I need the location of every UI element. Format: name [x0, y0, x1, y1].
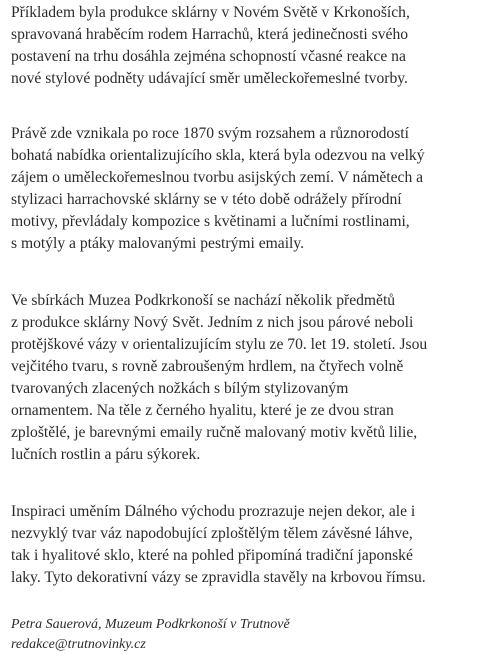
paragraph-line: motivy, převládaly kompozice s květinami a lučními rostlinami,: [11, 213, 410, 230]
paragraph-line: lučních rostlin a páru sýkorek.: [11, 446, 201, 463]
paragraph-3: [11, 290, 489, 466]
paragraph-line: tak i hyalitové sklo, které na pohled připomíná tradiční japonské: [11, 547, 413, 564]
paragraph-line: nové stylové podněty udávající směr uměleckořemeslné tvorby.: [11, 70, 408, 87]
paragraph-line: zájem o uměleckořemeslnou tvorbu asijských zemí. V námětech a: [11, 169, 424, 186]
paragraph-line: s motýly a ptáky malovanými pestrými emaily.: [11, 235, 305, 252]
paragraph-1: [11, 2, 489, 90]
paragraph-line: ornamentem. Na těle z černého hyalitu, které je ze dvou stran: [11, 402, 394, 419]
paragraph-line: Inspiraci uměním Dálného východu prozrazuje nejen dekor, ale i: [11, 503, 416, 520]
paragraph-4: [11, 501, 489, 589]
author-credit: Petra Sauerová, Muzeum Podkrkonoší v Trutnově: [11, 617, 290, 632]
paragraph-line: z produkce sklárny Nový Svět. Jedním z nich jsou párové neboli: [11, 314, 414, 331]
paragraph-line: stylizaci harrachovské sklárny se v této době odrážely přírodní: [11, 191, 402, 208]
article-signature: [11, 615, 489, 655]
paragraph-line: zploštělé, je barevnými emaily ručně malovaný motiv květů lilie,: [11, 424, 418, 441]
contact-email: redakce@trutnovinky.cz: [11, 637, 146, 652]
paragraph-line: Příkladem byla produkce sklárny v Novém Světě v Krkonoších,: [11, 4, 410, 21]
paragraph-line: Ve sbírkách Muzea Podkrkonoší se nachází několik předmětů: [11, 292, 396, 309]
paragraph-line: vejčitého tvaru, s rovně zabroušeným hrdlem, na čtyřech volně: [11, 358, 404, 375]
paragraph-line: nezvyklý tvar váz napodobující zploštělým tělem závěsné láhve,: [11, 525, 413, 542]
paragraph-line: bohatá nabídka orientalizujícího skla, která byla odezvou na velký: [11, 147, 425, 164]
paragraph-line: Právě zde vznikala po roce 1870 svým rozsahem a různorodostí: [11, 125, 409, 142]
paragraph-2: [11, 123, 489, 255]
paragraph-line: postavení na trhu dosáhla zejména schopností včasné reakce na: [11, 48, 406, 65]
paragraph-line: protějškové vázy v orientalizujícím stylu ze 70. let 19. století. Jsou: [11, 336, 428, 353]
paragraph-line: spravovaná hraběcím rodem Harrachů, která jedinečnosti svého: [11, 26, 409, 43]
paragraph-line: laky. Tyto dekorativní vázy se zpravidla stavěly na krbovou římsu.: [11, 569, 426, 586]
article-body: [11, 2, 489, 655]
paragraph-line: tvarovaných zlacených nožkách s bílým stylizovaným: [11, 380, 349, 397]
